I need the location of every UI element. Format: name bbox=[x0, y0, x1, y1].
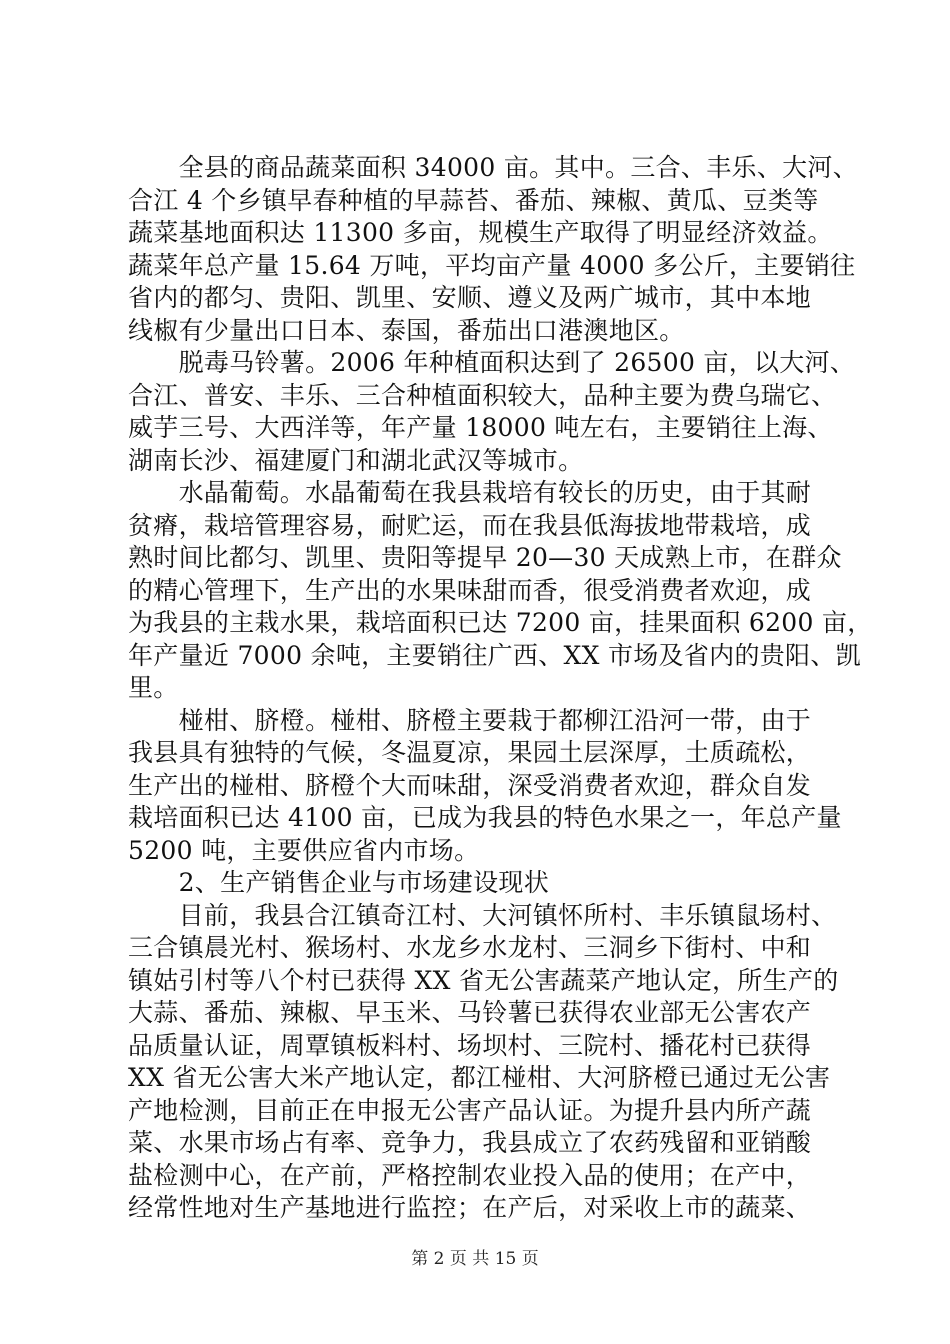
text-line: 全县的商品蔬菜面积 34000 亩。其中。三合、丰乐、大河、 bbox=[128, 153, 859, 182]
text-line: 里。 bbox=[128, 673, 179, 702]
text-line: 大蒜、番茄、辣椒、早玉米、马铃薯已获得农业部无公害农产 bbox=[128, 998, 812, 1027]
text-line: 盐检测中心，在产前，严格控制农业投入品的使用；在产中， bbox=[128, 1160, 812, 1190]
text-line: 蔬菜基地面积达 11300 多亩，规模生产取得了明显经济效益。 bbox=[128, 218, 833, 247]
section-heading: 2、生产销售企业与市场建设现状 bbox=[128, 868, 550, 897]
text-line: 水晶葡萄。水晶葡萄在我县栽培有较长的历史，由于其耐 bbox=[128, 478, 812, 507]
text-line: 省内的都匀、贵阳、凯里、安顺、遵义及两广城市，其中本地 bbox=[128, 283, 812, 312]
text-line: 菜、水果市场占有率、竞争力，我县成立了农药残留和亚销酸 bbox=[128, 1128, 812, 1157]
body-text bbox=[128, 152, 873, 1225]
text-line: 5200 吨，主要供应省内市场。 bbox=[128, 835, 480, 865]
page-footer: 第 2 页 共 15 页 bbox=[411, 1249, 539, 1269]
text-line: 线椒有少量出口日本、泰国，番茄出口港澳地区。 bbox=[128, 315, 685, 345]
text-line: 栽培面积已达 4100 亩，已成为我县的特色水果之一，年总产量 bbox=[128, 803, 842, 832]
text-line: 合江、普安、丰乐、三合种植面积较大，品种主要为费乌瑞它、 bbox=[128, 380, 837, 410]
text-line: 熟时间比都匀、凯里、贵阳等提早 20—30 天成熟上市，在群众 bbox=[128, 543, 842, 572]
text-line: 经常性地对生产基地进行监控；在产后，对采收上市的蔬菜、 bbox=[128, 1193, 812, 1222]
text-line: XX 省无公害大米产地认定，都江椪柑、大河脐橙已通过无公害 bbox=[128, 1063, 831, 1092]
text-line: 三合镇晨光村、猴场村、水龙乡水龙村、三洞乡下街村、中和 bbox=[128, 933, 812, 962]
text-line: 蔬菜年总产量 15.64 万吨，平均亩产量 4000 多公斤，主要销往 bbox=[128, 250, 856, 280]
text-line: 为我县的主栽水果，栽培面积已达 7200 亩，挂果面积 6200 亩， bbox=[128, 608, 873, 637]
text-line: 合江 4 个乡镇早春种植的早蒜苔、番茄、辣椒、黄瓜、豆类等 bbox=[128, 185, 819, 215]
text-line: 镇姑引村等八个村已获得 XX 省无公害蔬菜产地认定，所生产的 bbox=[128, 965, 839, 995]
text-line: 产地检测，目前正在申报无公害产品认证。为提升县内所产蔬 bbox=[128, 1095, 812, 1125]
text-line: 贫瘠，栽培管理容易，耐贮运，而在我县低海拔地带栽培，成 bbox=[128, 510, 812, 540]
text-line: 椪柑、脐橙。椪柑、脐橙主要栽于都柳江沿河一带，由于 bbox=[128, 705, 812, 735]
text-line: 年产量近 7000 余吨，主要销往广西、XX 市场及省内的贵阳、凯 bbox=[128, 640, 861, 670]
text-line: 湖南长沙、福建厦门和湖北武汉等城市。 bbox=[128, 445, 584, 475]
text-line: 生产出的椪柑、脐橙个大而味甜，深受消费者欢迎，群众自发 bbox=[128, 770, 812, 800]
text-line: 的精心管理下，生产出的水果味甜而香，很受消费者欢迎，成 bbox=[128, 575, 812, 605]
text-line: 品质量认证，周覃镇板料村、场坝村、三院村、播花村已获得 bbox=[128, 1030, 812, 1060]
text-line: 威芋三号、大西洋等，年产量 18000 吨左右，主要销往上海、 bbox=[128, 413, 833, 442]
text-line: 我县具有独特的气候，冬温夏凉，果园土层深厚，土质疏松， bbox=[128, 738, 812, 767]
text-line: 脱毒马铃薯。2006 年种植面积达到了 26500 亩，以大河、 bbox=[128, 348, 856, 377]
text-line: 目前，我县合江镇奇江村、大河镇怀所村、丰乐镇鼠场村、 bbox=[128, 900, 837, 930]
